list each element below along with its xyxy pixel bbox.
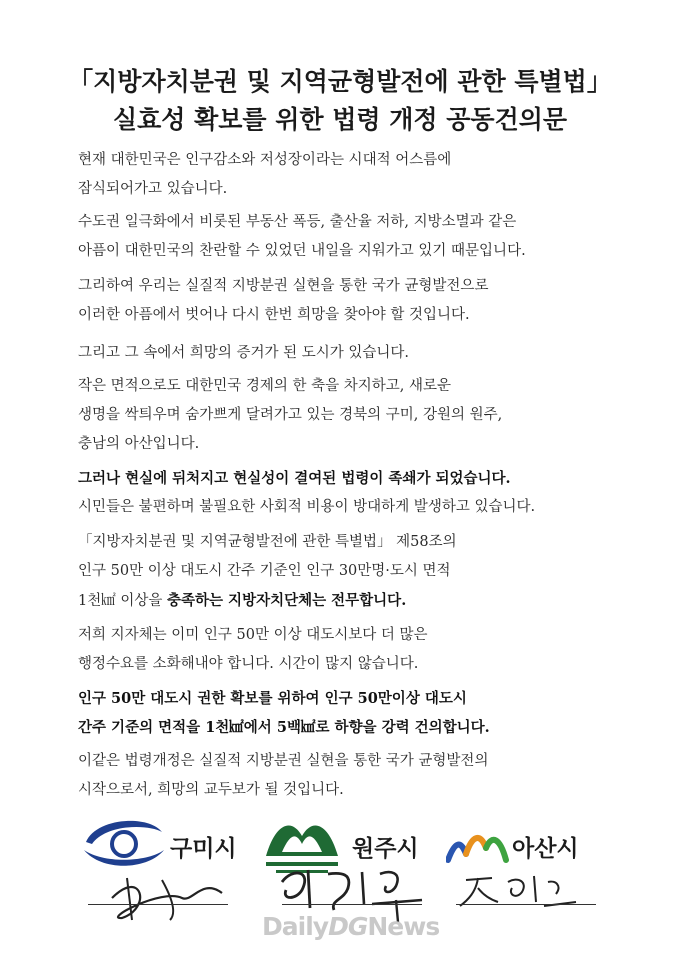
paragraph-2 xyxy=(78,208,618,266)
paragraph-line: 인구 50만 이상 대도시 간주 기준인 인구 30만명·도시 면적 xyxy=(78,563,451,579)
paragraph-1 xyxy=(78,146,618,204)
paragraph-line xyxy=(78,586,618,616)
signature-line xyxy=(282,904,422,905)
paragraph-line: 행정수요를 소화해내야 합니다. 시간이 많지 않습니다. xyxy=(78,656,419,672)
paragraph-line: 그리고 그 속에서 희망의 증거가 된 도시가 있습니다. xyxy=(78,345,410,361)
paragraph-line: 이러한 아픔에서 벗어나 다시 한번 희망을 찾아야 할 것입니다. xyxy=(78,307,470,323)
city-name-gumi: 구미시 xyxy=(170,836,237,862)
paragraph-line: 「지방자치분권 및 지역균형발전에 관한 특별법」 제58조의 xyxy=(78,534,457,550)
paragraph-6 xyxy=(78,464,618,522)
paragraph-line: 수도권 일극화에서 비롯된 부동산 폭등, 출산율 저하, 지방소멸과 같은 xyxy=(78,214,517,230)
paragraph-line: 생명을 싹틔우며 숨가쁘게 달려가고 있는 경북의 구미, 강원의 원주, xyxy=(78,407,503,423)
paragraph-line: 충남의 아산입니다. xyxy=(78,436,200,452)
signature-line xyxy=(456,904,596,905)
paragraph-line-bold: 간주 기준의 면적을 1천㎢에서 5백㎢로 하향을 강력 건의합니다. xyxy=(78,719,490,736)
paragraph-fragment: 1천㎢ 이상을 xyxy=(78,593,167,609)
paragraph-line: 아픔이 대한민국의 찬란할 수 있었던 내일을 지워가고 있기 때문입니다. xyxy=(78,243,526,259)
signature-block-gumi xyxy=(78,810,238,930)
watermark-part: DG xyxy=(328,912,368,941)
signature-block-asan xyxy=(446,810,626,930)
paragraph-line: 작은 면적으로도 대한민국 경제의 한 축을 차지하고, 새로운 xyxy=(78,378,452,394)
watermark-part: Daily xyxy=(262,912,329,941)
paragraph-line: 잠식되어가고 있습니다. xyxy=(78,181,228,197)
paragraph-line: 시민들은 불편하며 불필요한 사회적 비용이 방대하게 발생하고 있습니다. xyxy=(78,499,536,515)
paragraph-line: 저희 지자체는 이미 인구 50만 이상 대도시보다 더 많은 xyxy=(78,627,428,643)
paragraph-line: 현재 대한민국은 인구감소와 저성장이라는 시대적 어스름에 xyxy=(78,152,452,168)
paragraph-8 xyxy=(78,621,618,679)
paragraph-line: 시작으로서, 희망의 교두보가 될 것입니다. xyxy=(78,782,344,798)
watermark-part: News xyxy=(367,912,440,941)
dailydgnews-watermark xyxy=(262,912,439,941)
paragraph-10 xyxy=(78,747,618,805)
title-line-2: 실효성 확보를 위한 법령 개정 공동건의문 xyxy=(112,105,568,134)
paragraph-7 xyxy=(78,528,618,616)
asan-signature-icon xyxy=(452,862,592,922)
paragraph-line: 그리하여 우리는 실질적 지방분권 실현을 통한 국가 균형발전으로 xyxy=(78,278,489,294)
city-name-asan: 아산시 xyxy=(512,836,579,862)
title-line-1: 「지방자치분권 및 지역균형발전에 관한 특별법」 xyxy=(68,67,612,96)
paragraph-line-bold: 그러나 현실에 뒤처지고 현실성이 결여된 법령이 족쇄가 되었습니다. xyxy=(78,470,511,487)
paragraph-5 xyxy=(78,372,618,459)
paragraph-3 xyxy=(78,272,618,330)
signature-line xyxy=(88,904,228,905)
paragraph-fragment-bold: 충족하는 지방자치단체는 전무합니다. xyxy=(166,592,407,609)
paragraph-4 xyxy=(78,339,618,368)
paragraph-9 xyxy=(78,684,618,742)
gumi-signature-icon xyxy=(82,858,232,928)
city-name-wonju: 원주시 xyxy=(352,836,419,862)
paragraph-line-bold: 인구 50만 대도시 권한 확보를 위하여 인구 50만이상 대도시 xyxy=(78,690,467,707)
paragraph-line: 이같은 법령개정은 실질적 지방분권 실현을 통한 국가 균형발전의 xyxy=(78,753,489,769)
